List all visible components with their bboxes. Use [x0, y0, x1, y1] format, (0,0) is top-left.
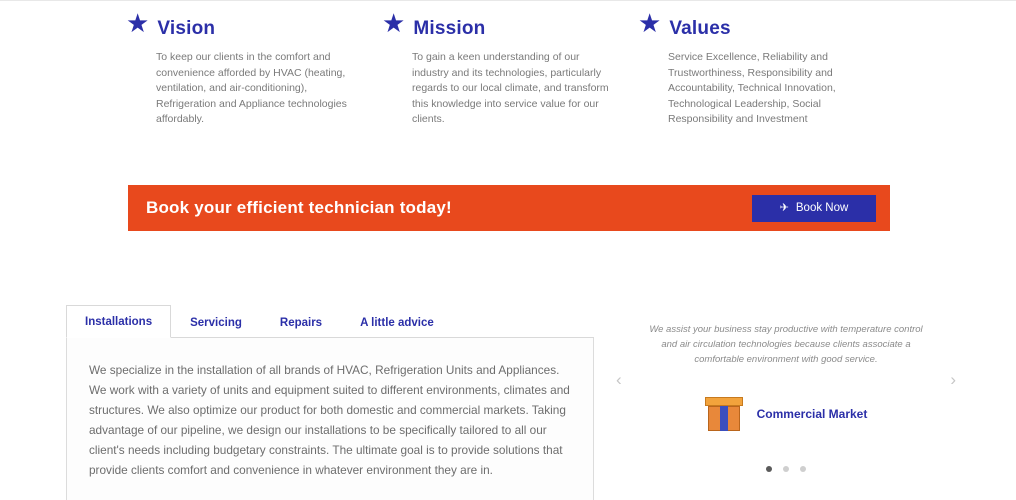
tab-repairs[interactable]: Repairs — [279, 317, 323, 329]
carousel-dot-2[interactable] — [783, 466, 789, 472]
carousel-slide[interactable] — [612, 397, 960, 431]
carousel-item-label: Commercial Market — [756, 407, 868, 421]
star-icon: ★ — [638, 8, 662, 38]
tab-panel — [66, 338, 594, 500]
tab-installations[interactable]: Installations — [66, 305, 171, 338]
column-mission — [382, 8, 638, 128]
column-mission-title: Mission — [413, 18, 486, 39]
market-carousel — [612, 308, 960, 480]
top-divider — [0, 0, 1016, 1]
book-now-label: Book Now — [795, 202, 849, 214]
cta-headline: Book your efficient technician today! — [146, 198, 452, 217]
tab-panel-text: We specialize in the installation of all brands of HVAC, Refrigeration Units and Appliances. We work with a variety of units and equipment suited to different environments, climates and structures. We also optimize our product for both domestic and commercial markets. Taking advantage of our pipeline, we design our installations to be specifically tailored to all our client's needs including budgetary constraints. The ultimate goal is to provide solutions that provide clients comfort and convenience in whatever environment they are in. — [89, 363, 570, 477]
tab-a-little-advice[interactable]: A little advice — [360, 317, 434, 329]
box-icon — [705, 397, 743, 431]
tab-servicing[interactable]: Servicing — [190, 317, 242, 329]
cta-banner — [128, 185, 890, 231]
column-vision-title: Vision — [157, 18, 216, 39]
chevron-right-icon[interactable]: › — [950, 370, 956, 389]
column-mission-body: To gain a keen understanding of our industry and its technologies, particularly regards to our local climate, and transform this knowledge into service value for our clients. — [412, 51, 609, 125]
carousel-dots — [612, 466, 960, 472]
carousel-dot-1[interactable] — [766, 466, 772, 472]
send-icon: ✈ — [779, 201, 789, 214]
vision-mission-values-row — [126, 8, 896, 128]
column-mission-header — [382, 8, 622, 40]
column-values-header — [638, 8, 878, 40]
column-values — [638, 8, 894, 128]
column-vision — [126, 8, 382, 128]
star-icon: ★ — [382, 8, 406, 38]
star-icon: ★ — [126, 8, 150, 38]
services-tabs — [66, 300, 594, 500]
column-vision-header — [126, 8, 366, 40]
carousel-dot-3[interactable] — [800, 466, 806, 472]
column-vision-body: To keep our clients in the comfort and convenience afforded by HVAC (heating, ventilation, and air-conditioning), Refrigeration and Appliance technologies affordably. — [156, 51, 347, 125]
column-values-body: Service Excellence, Reliability and Trustworthiness, Responsibility and Accountability, Technical Innovation, Technological Leadership, Social Responsibility and Investment — [668, 51, 836, 125]
tab-strip — [66, 300, 594, 338]
book-now-button[interactable] — [752, 195, 876, 222]
carousel-quote: We assist your business stay productive with temperature control and air circulation technologies because clients associate a comfortable environment with good service. — [649, 324, 923, 365]
column-values-title: Values — [669, 18, 731, 39]
chevron-left-icon[interactable]: ‹ — [616, 370, 622, 389]
